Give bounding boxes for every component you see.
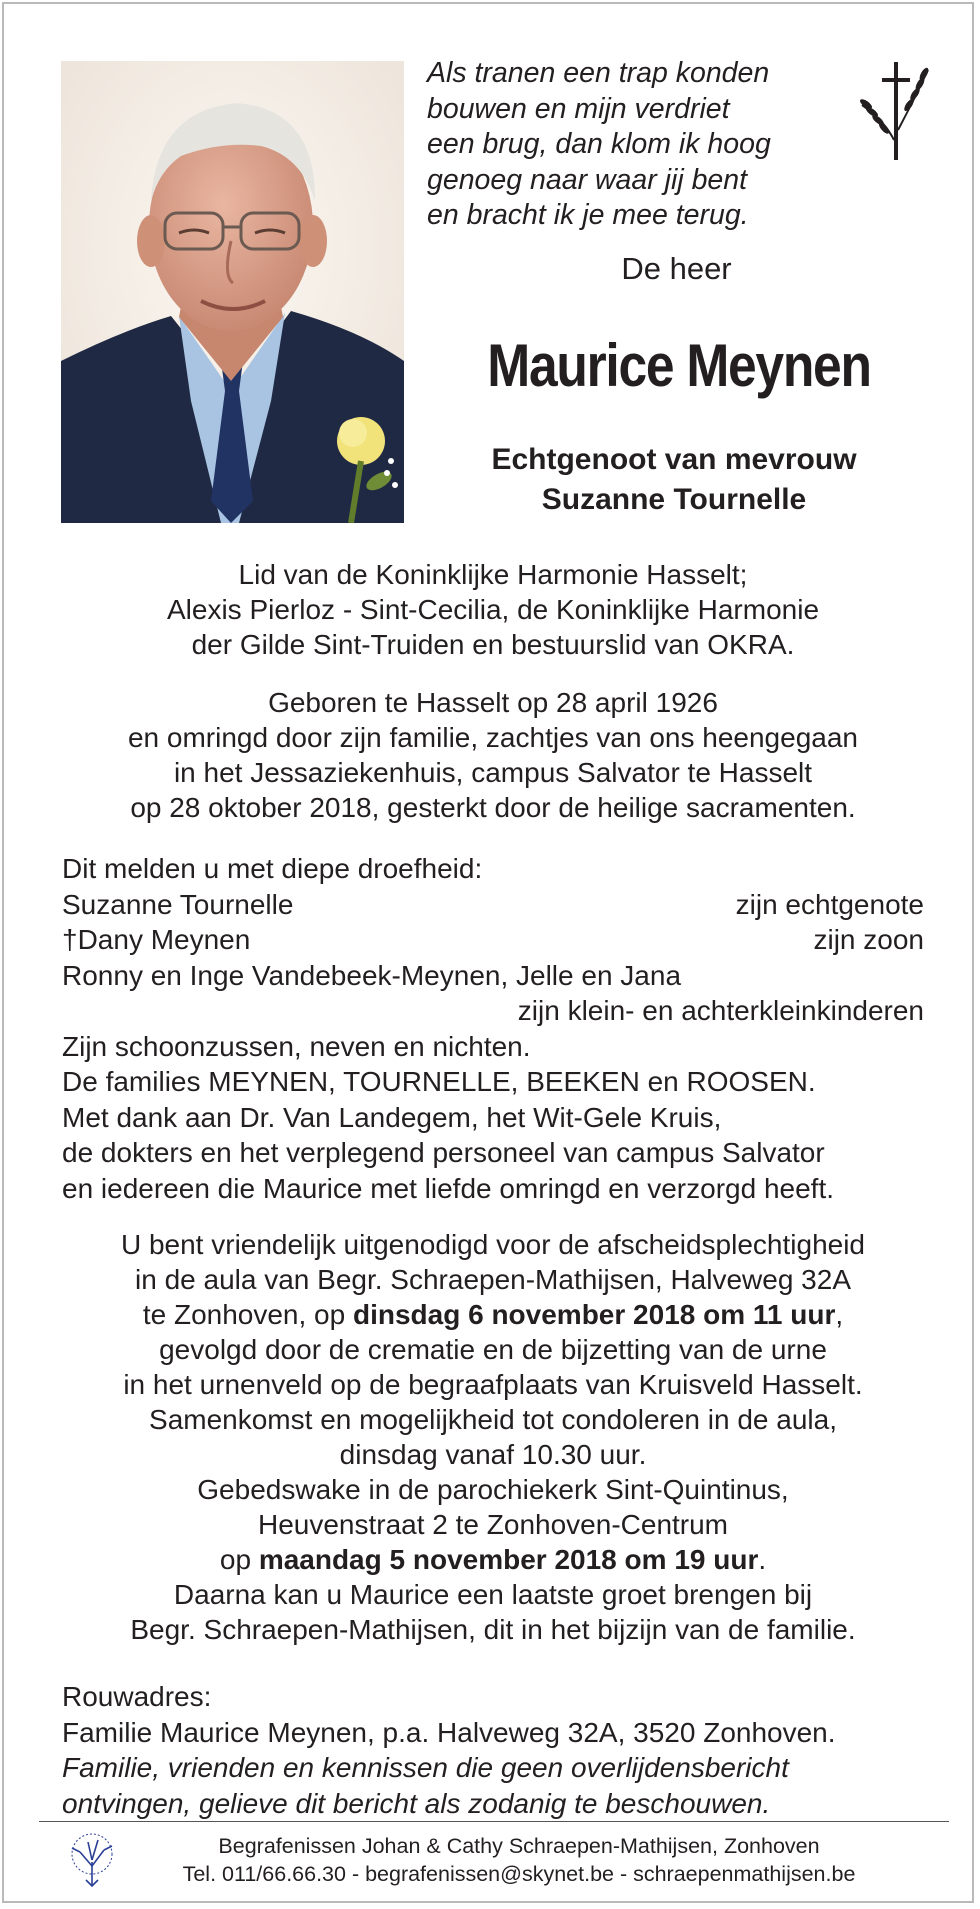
poem-line: en bracht ik je mee terug.: [427, 199, 749, 231]
announcement-intro: Dit melden u met diepe droefheid:: [62, 853, 483, 884]
families: De families MEYNEN, TOURNELLE, BEEKEN en ROOSEN.: [62, 1066, 816, 1097]
announcement: [62, 851, 924, 1206]
ceremony-line: in het urnenveld op de begraafplaats van Kruisveld Hasselt.: [123, 1369, 863, 1400]
ceremony-line: U bent vriendelijk uitgenodigd voor de afscheidsplechtigheid: [120, 1229, 866, 1260]
ceremony-line: Begr. Schraepen-Mathijsen, dit in het bijzijn van de familie.: [130, 1614, 856, 1645]
ceremony-line: Samenkomst en mogelijkheid tot condoleren in de aula,: [149, 1404, 837, 1435]
mourning-note: Familie, vrienden en kennissen die geen overlijdensbericht: [62, 1752, 789, 1783]
cross-with-wheat-icon: [854, 60, 934, 164]
spouse-name: Suzanne Tournelle: [541, 483, 807, 516]
mourning-address-text: Familie Maurice Meynen, p.a. Halveweg 32A, 3520 Zonhoven.: [62, 1716, 836, 1748]
poem: [427, 56, 847, 234]
grandchildren-relation: zijn klein- en achterkleinkinderen: [517, 995, 924, 1026]
footer-contact: Tel. 011/66.66.30 - begrafenissen@skynet.be - schraepenmathijsen.be: [182, 1862, 856, 1886]
in-laws: Zijn schoonzussen, neven en nichten.: [62, 1030, 531, 1062]
spouse-line: [434, 440, 914, 520]
salutation: De heer: [621, 251, 732, 286]
ceremony-line: [60, 1297, 926, 1332]
ceremony-line: dinsdag vanaf 10.30 uur.: [339, 1439, 647, 1470]
ceremony-line: in de aula van Begr. Schraepen-Mathijsen, Halveweg 32A: [135, 1264, 851, 1295]
thanks-line: de dokters en het verplegend personeel van campus Salvator: [62, 1137, 825, 1168]
spouse-title: Echtgenoot van mevrouw: [491, 443, 857, 476]
poem-line: Als tranen een trap konden: [427, 57, 770, 89]
ceremony: [60, 1227, 926, 1647]
ceremony-text: .: [758, 1544, 767, 1575]
ceremony-line: Daarna kan u Maurice een laatste groet brengen bij: [173, 1579, 813, 1610]
grandchildren-names: Ronny en Inge Vandebeek-Meynen, Jelle en Jana: [62, 959, 682, 991]
birth-death-line: op 28 oktober 2018, gesterkt door de heilige sacramenten.: [130, 792, 856, 823]
ceremony-line: Gebedswake in de parochiekerk Sint-Quintinus,: [197, 1474, 789, 1505]
birth-death-line: en omringd door zijn familie, zachtjes van ons heengegaan: [127, 722, 858, 753]
deceased-name: Maurice Meynen: [487, 332, 871, 399]
relative-name: Suzanne Tournelle: [62, 888, 294, 920]
membership-line: Alexis Pierloz - Sint-Cecilia, de Koninklijke Harmonie: [166, 594, 820, 625]
obituary-card: [2, 2, 974, 1903]
mourning-label: Rouwadres:: [62, 1681, 212, 1712]
mourning-address: [62, 1679, 924, 1821]
ceremony-text: op: [219, 1544, 259, 1575]
relative-row: [62, 887, 924, 923]
ceremony-text: te Zonhoven, op: [142, 1299, 353, 1330]
relative-row: [62, 922, 924, 958]
ceremony-text: ,: [835, 1299, 844, 1330]
relative-relation: zijn echtgenote: [735, 888, 924, 920]
relative-relation: zijn zoon: [813, 924, 924, 955]
membership-line: der Gilde Sint-Truiden en bestuurslid van OKRA.: [191, 629, 795, 660]
portrait-photo: [61, 61, 404, 523]
birth-death-line: in het Jessaziekenhuis, campus Salvator te Hasselt: [173, 757, 813, 788]
tree-logo-icon: [66, 1832, 118, 1887]
thanks-line: Met dank aan Dr. Van Landegem, het Wit-Gele Kruis,: [62, 1101, 722, 1133]
footer-divider: [39, 1821, 949, 1822]
mourning-note: ontvingen, gelieve dit bericht als zodanig te beschouwen.: [62, 1787, 771, 1819]
birth-death: [60, 685, 926, 825]
memberships: [60, 557, 926, 662]
thanks-line: en iedereen die Maurice met liefde omringd en verzorgd heeft.: [62, 1172, 834, 1204]
poem-line: bouwen en mijn verdriet: [427, 92, 730, 125]
wake-date: maandag 5 november 2018 om 19 uur: [258, 1544, 759, 1575]
poem-line: genoeg naar waar jij bent: [427, 163, 748, 196]
footer-company: Begrafenissen Johan & Cathy Schraepen-Mathijsen, Zonhoven: [218, 1834, 820, 1858]
relative-name: †Dany Meynen: [62, 924, 251, 955]
ceremony-line: gevolgd door de crematie en de bijzetting van de urne: [159, 1334, 827, 1365]
birth-death-line: Geboren te Hasselt op 28 april 1926: [268, 687, 718, 718]
poem-line: een brug, dan klom ik hoog: [427, 128, 771, 160]
footer: [129, 1832, 909, 1888]
membership-line: Lid van de Koninklijke Harmonie Hasselt;: [238, 559, 748, 590]
ceremony-date: dinsdag 6 november 2018 om 11 uur: [352, 1299, 836, 1330]
ceremony-line: Heuvenstraat 2 te Zonhoven-Centrum: [257, 1509, 729, 1540]
ceremony-line: [60, 1542, 926, 1577]
